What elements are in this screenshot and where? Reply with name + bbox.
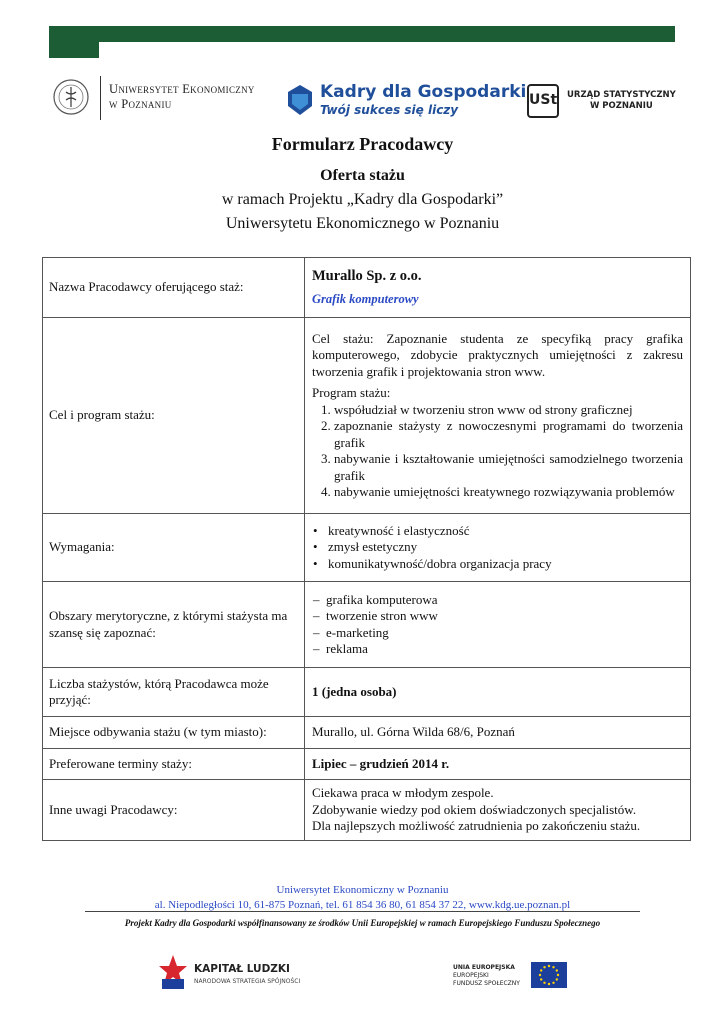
logo-divider [100, 76, 101, 120]
statistical-office-name [567, 90, 676, 112]
statistical-office-badge: USt [527, 84, 559, 118]
list-item: • kreatywność i elastyczność [326, 523, 683, 540]
footer-divider [85, 911, 640, 912]
eu-flag-icon [531, 962, 567, 988]
list-item: 1. współudział w tworzeniu stron www od strony graficznej [334, 402, 683, 419]
kdg-logo [287, 80, 527, 124]
eu-line2: EUROPEJSKI [453, 972, 489, 979]
table-row [43, 258, 691, 318]
count-label: Liczba stażystów, którą Pracodawca może przyjąć: [43, 668, 305, 717]
table-row [43, 717, 691, 749]
university-name-line2: w Poznaniu [109, 97, 172, 111]
statistical-office-line2: W POZNANIU [589, 101, 653, 111]
place-label: Miejsce odbywania stażu (w tym miasto): [43, 717, 305, 749]
eu-line1: UNIA EUROPEJSKA [453, 964, 515, 971]
kapital-ludzki-subtitle: NARODOWA STRATEGIA SPÓJNOŚCI [194, 978, 301, 985]
list-item: 3. nabywanie i kształtowanie umiejętności samodzielnego tworzenia grafik [334, 451, 683, 484]
list-item: • komunikatywność/dobra organizacja pracy [326, 556, 683, 573]
university-seal-icon [52, 78, 90, 116]
university-name-line1: Uniwersytet Ekonomiczny [109, 82, 255, 96]
table-row [43, 582, 691, 668]
note-line: Dla najlepszych możliwość zatrudnienia po zakończeniu stażu. [312, 818, 641, 833]
goal-label: Cel i program stażu: [43, 318, 305, 514]
kdg-tagline: Twój sukces się liczy [320, 103, 459, 117]
table-row [43, 514, 691, 582]
count-value: 1 (jedna osoba) [305, 668, 691, 717]
list-item: – grafika komputerowa [326, 592, 683, 609]
notes-label: Inne uwagi Pracodawcy: [43, 780, 305, 841]
footer-address: al. Niepodległości 10, 61-875 Poznań, tel. 61 854 36 80, 61 854 37 22, www.kdg.ue.poznan.pl [154, 899, 571, 911]
statistical-office-logo [527, 84, 682, 124]
note-line: Ciekawa praca w młodym zespole. [312, 785, 494, 800]
notes-cell [305, 780, 691, 841]
areas-list [312, 592, 683, 658]
requirements-label: Wymagania: [43, 514, 305, 582]
place-value: Murallo, ul. Górna Wilda 68/6, Poznań [305, 717, 691, 749]
university-logo [52, 76, 282, 124]
list-item: – reklama [326, 641, 683, 658]
eu-line3: FUNDUSZ SPOŁECZNY [453, 980, 520, 987]
employer-name: Murallo Sp. z o.o. [312, 268, 422, 285]
dates-label: Preferowane terminy staży: [43, 749, 305, 780]
list-item: 2. zapoznanie stażysty z nowoczesnymi programami do tworzenia grafik [334, 418, 683, 451]
list-item: – tworzenie stron www [326, 608, 683, 625]
dates-value: Lipiec – grudzień 2014 r. [305, 749, 691, 780]
goal-text: Cel stażu: Zapoznanie studenta ze specyfiką pracy grafika komputerowego, zdobycie praktycznych umiejętności z zakresu tworzenia grafik i projektowania stron www. [312, 330, 683, 379]
program-list [312, 402, 683, 501]
university-name [109, 82, 289, 112]
footer-university: Uniwersytet Ekonomiczny w Poznaniu [276, 884, 449, 896]
form-title: Formularz Pracodawcy [271, 134, 454, 154]
university-line: Uniwersytetu Ekonomicznego w Poznaniu [225, 215, 500, 232]
kapital-ludzki-logo [158, 953, 301, 993]
requirements-list [312, 523, 683, 573]
footer-funding-note: Projekt Kadry dla Gospodarki współfinansowany ze środków Unii Europejskiej w ramach Europejskiego Funduszu Społecznego [124, 918, 601, 928]
areas-cell [305, 582, 691, 668]
kapital-ludzki-title: KAPITAŁ LUDZKI [194, 963, 290, 975]
note-line: Zdobywanie wiedzy pod okiem doświadczonych specjalistów. [312, 801, 637, 817]
table-row [43, 318, 691, 514]
position-name: Grafik komputerowy [312, 292, 419, 307]
employer-form-table [42, 257, 691, 841]
employer-cell [305, 258, 691, 318]
list-item: – e-marketing [326, 625, 683, 642]
statistical-office-line1: URZĄD STATYSTYCZNY [567, 90, 676, 100]
table-row [43, 780, 691, 841]
header-green-bar [49, 26, 675, 42]
footer [0, 883, 725, 913]
goal-cell [305, 318, 691, 514]
table-row [43, 668, 691, 717]
program-heading: Program stażu: [312, 385, 391, 400]
kdg-mark-icon [287, 84, 313, 116]
offer-subtitle: Oferta stażu [320, 167, 405, 184]
project-line: w ramach Projektu „Kadry dla Gospodarki” [221, 191, 504, 208]
employer-label: Nazwa Pracodawcy oferującego staż: [43, 258, 305, 318]
title-block [0, 126, 725, 236]
list-item: 4. nabywanie umiejętności kreatywnego rozwiązywania problemów [334, 484, 683, 501]
eu-logo [453, 962, 573, 992]
kdg-title: Kadry dla Gospodarki [320, 82, 527, 102]
kapital-ludzki-star-icon [158, 953, 188, 991]
requirements-cell [305, 514, 691, 582]
eu-text [453, 964, 520, 988]
table-row [43, 749, 691, 780]
areas-label: Obszary merytoryczne, z którymi stażysta ma szansę się zapoznać: [43, 582, 305, 668]
list-item: • zmysł estetyczny [326, 539, 683, 556]
